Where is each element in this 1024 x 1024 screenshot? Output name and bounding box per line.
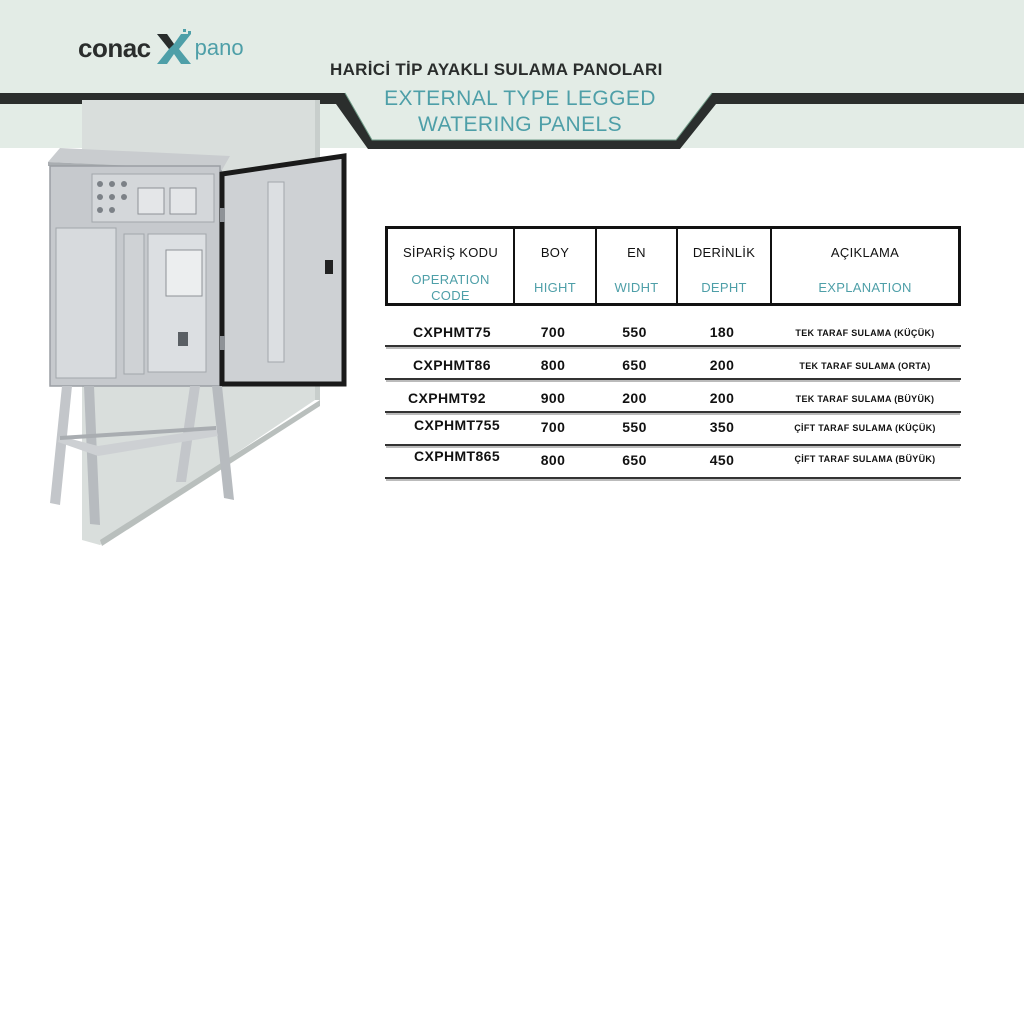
header-cell-depth	[678, 229, 772, 303]
title-english-line-2: WATERING PANELS	[418, 113, 622, 136]
cell-width: 650	[622, 357, 647, 373]
cell-depth: 200	[709, 390, 735, 406]
product-image	[40, 100, 360, 550]
brand-logo	[78, 28, 244, 68]
cell-width: 550	[622, 419, 647, 435]
title-english	[370, 86, 670, 138]
header-explanation-tr: AÇIKLAMA	[830, 245, 900, 260]
cell-code: CXPHMT75	[413, 324, 491, 340]
cell-depth: 350	[709, 419, 735, 435]
brand-x-icon	[153, 28, 195, 68]
cell-height: 700	[540, 419, 566, 435]
spec-table-body	[385, 316, 961, 481]
header-cell-width	[597, 229, 678, 303]
cell-code: CXPHMT92	[408, 390, 486, 406]
spec-table-header	[385, 226, 961, 306]
cell-explanation: ÇİFT TARAF SULAMA (BÜYÜK)	[794, 454, 936, 464]
title-turkish: HARİCİ TİP AYAKLI SULAMA PANOLARI	[330, 60, 663, 79]
cell-depth: 180	[709, 324, 735, 340]
cell-height: 700	[540, 324, 566, 340]
cell-width: 650	[622, 452, 647, 468]
table-row	[385, 382, 961, 413]
header-cell-explanation	[772, 229, 958, 303]
header-height-en: HIGHT	[534, 280, 576, 295]
header-width-en: WIDHT	[614, 280, 659, 295]
cell-width: 550	[622, 324, 647, 340]
table-row	[385, 448, 961, 479]
header-cell-height	[515, 229, 597, 303]
cell-height: 800	[540, 452, 566, 468]
cell-height: 800	[540, 357, 566, 373]
header-order-code-en: OPERATION CODE	[411, 272, 490, 303]
title-english-line-1: EXTERNAL TYPE LEGGED	[384, 87, 656, 110]
brand-suffix: pano	[194, 35, 244, 60]
cell-code: CXPHMT755	[413, 417, 501, 433]
cell-code: CXPHMT865	[413, 448, 501, 464]
cell-code: CXPHMT86	[413, 357, 491, 373]
brand-name: conac	[78, 32, 151, 63]
cell-height: 900	[540, 390, 566, 406]
header-order-code-tr: SİPARİŞ KODU	[402, 245, 499, 260]
cell-explanation: TEK TARAF SULAMA (ORTA)	[799, 361, 931, 371]
cell-width: 200	[622, 390, 647, 406]
cell-explanation: TEK TARAF SULAMA (KÜÇÜK)	[795, 328, 935, 338]
header-width-tr: EN	[627, 245, 646, 260]
table-row	[385, 415, 961, 446]
cell-explanation: ÇİFT TARAF SULAMA (KÜÇÜK)	[794, 423, 936, 433]
header-cell-order-code	[388, 229, 515, 303]
cell-explanation: TEK TARAF SULAMA (BÜYÜK)	[795, 394, 935, 404]
header-depth-en: DEPHT	[701, 280, 747, 295]
header-height-tr: BOY	[540, 245, 570, 260]
table-row	[385, 349, 961, 380]
header-depth-tr: DERİNLİK	[692, 245, 756, 260]
table-row	[385, 316, 961, 347]
cell-depth: 450	[709, 452, 735, 468]
header-explanation-en: EXPLANATION	[818, 280, 912, 295]
cell-depth: 200	[709, 357, 735, 373]
